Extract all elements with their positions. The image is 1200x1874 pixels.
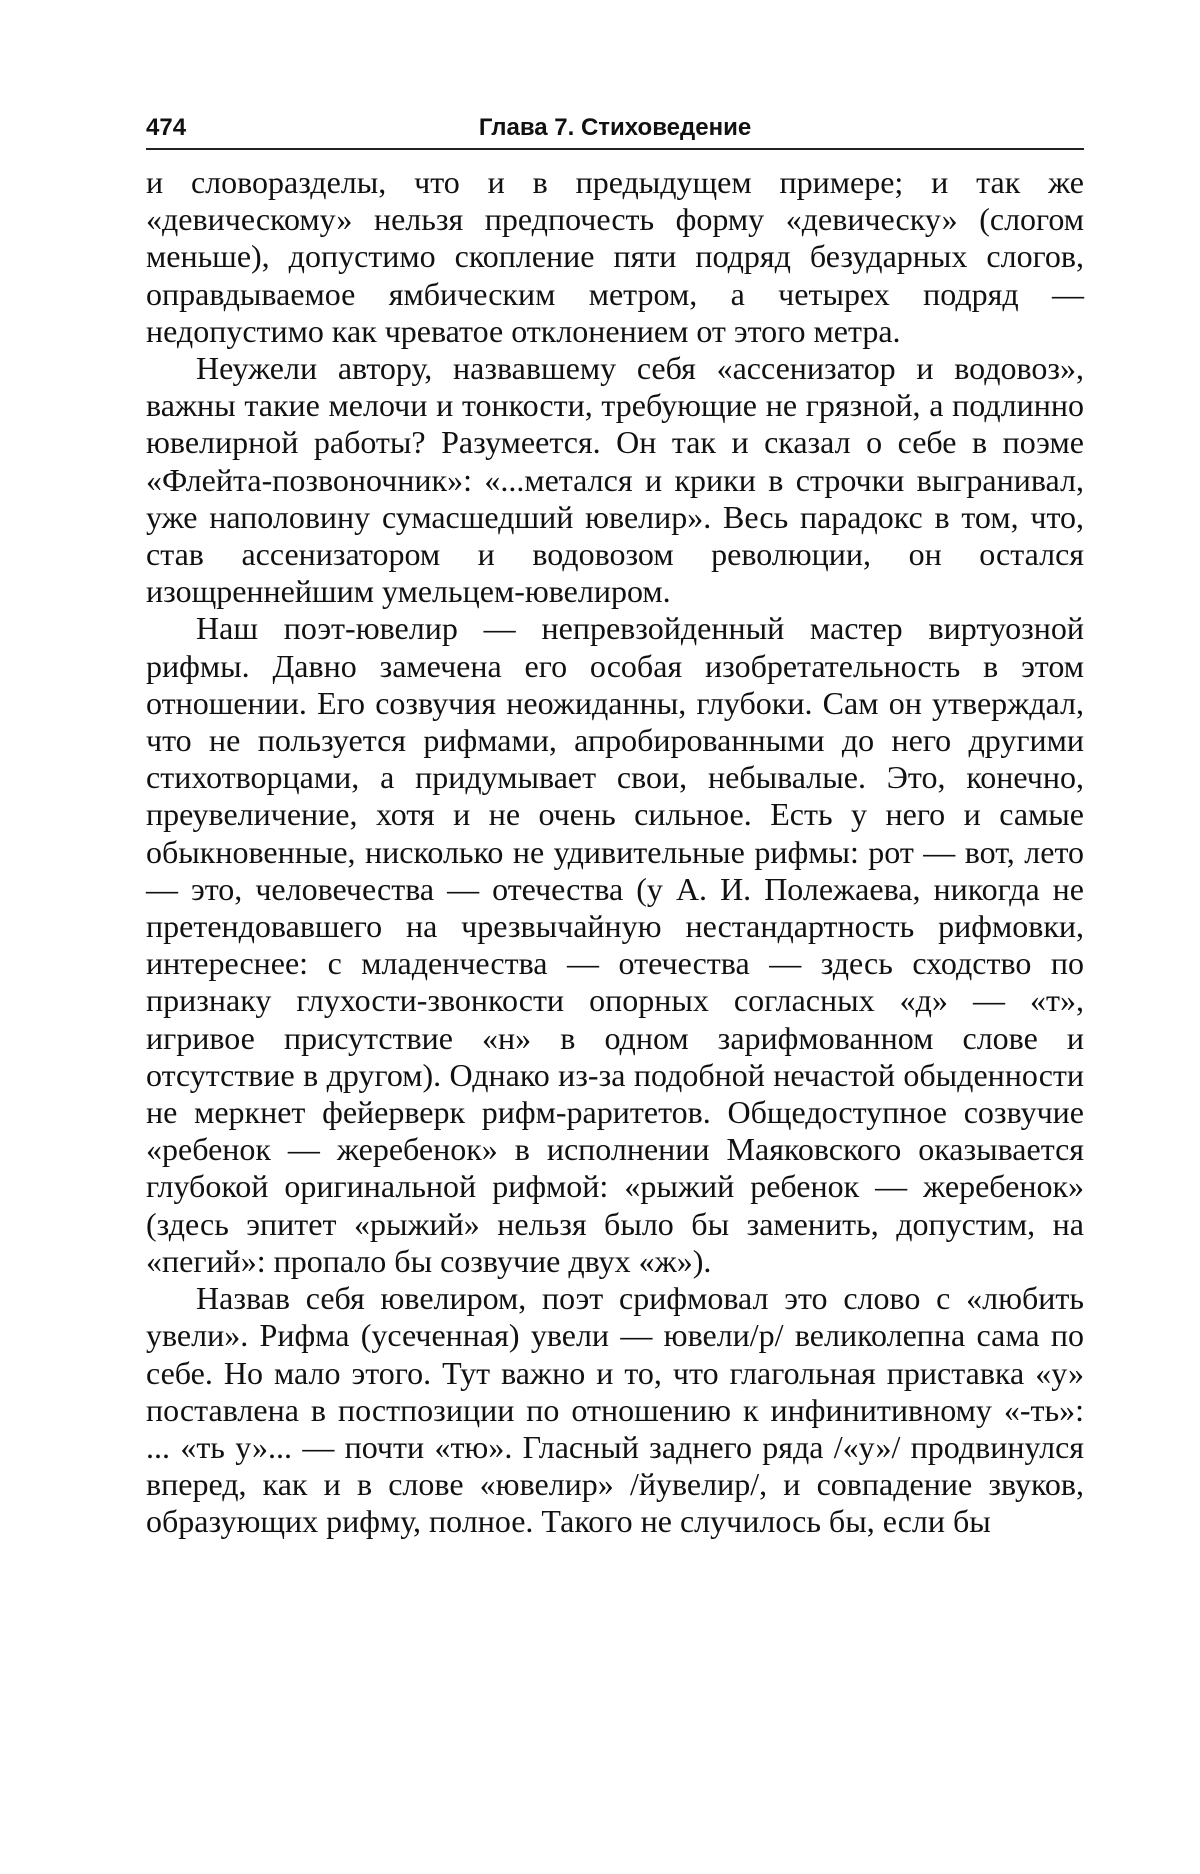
paragraph-continued: и словоразделы, что и в предыдущем примере; и так же «девическому» нельзя предпочесть форму «девическу» (слогом меньше), допустимо скопление пяти подряд безударных слогов, оправдываемое ямбическим метром, а четырех подряд — недопустимо как чреватое отклонением от этого метра. xyxy=(146,164,1084,349)
chapter-title: Глава 7. Стиховедение xyxy=(478,114,752,141)
paragraph: Неужели автору, назвавшему себя «ассенизатор и водовоз», важны такие мелочи и тонкости, требующие не грязной, а подлинно ювелирной работы? Разумеется. Он так и сказал о себе в поэме «Флейта-позвоночник»: «...метался и крики в строчки выгранивал, уже наполовину сумасшедший ювелир». Весь парадокс в том, что, став ассенизатором и водовозом революции, он остался изощреннейшим умельцем-ювелиром. xyxy=(146,350,1084,610)
running-header xyxy=(146,108,1084,150)
paragraph: Наш поэт-ювелир — непревзойденный мастер виртуозной рифмы. Давно замечена его особая изобретательность в этом отношении. Его созвучия неожиданны, глубоки. Сам он утверждал, что не пользуется рифмами, апробированными до него другими стихотворцами, а придумывает свои, небывалые. Это, конечно, преувеличение, хотя и не очень сильное. Есть у него и самые обыкновенные, нисколько не удивительные рифмы: рот — вот, лето — это, человечества — отечества (у А. И. Полежаева, никогда не претендовавшего на чрезвычайную нестандартность рифмовки, интереснее: с младенчества — отечества — здесь сходство по признаку глухости-звонкости опорных согласных «д» — «т», игривое присутствие «н» в одном зарифмованном слове и отсутствие в другом). Однако из-за подобной нечастой обыденности не меркнет фейерверк рифм-раритетов. Общедоступное созвучие «ребенок — жеребенок» в исполнении Маяковского оказывается глубокой оригинальной рифмой: «рыжий ребенок — жеребенок» (здесь эпитет «рыжий» нельзя было бы заменить, допустим, на «пегий»: пропало бы созвучие двух «ж»). xyxy=(146,610,1084,1279)
page-number: 474 xyxy=(146,114,187,141)
body-text xyxy=(146,164,1084,1541)
paragraph: Назвав себя ювелиром, поэт срифмовал это слово с «любить увели». Рифма (усеченная) увели — ювели/р/ великолепна сама по себе. Но мало этого. Тут важно и то, что глагольная приставка «у» поставлена в постпозиции по отношению к инфинитивному «-ть»: ... «ть у»... — почти «тю». Гласный заднего ряда /«у»/ продвинулся вперед, как и в слове «ювелир» /йувелир/, и совпадение звуков, образующих рифму, полное. Такого не случилось бы, если бы xyxy=(146,1280,1084,1540)
book-page xyxy=(146,108,1084,1541)
